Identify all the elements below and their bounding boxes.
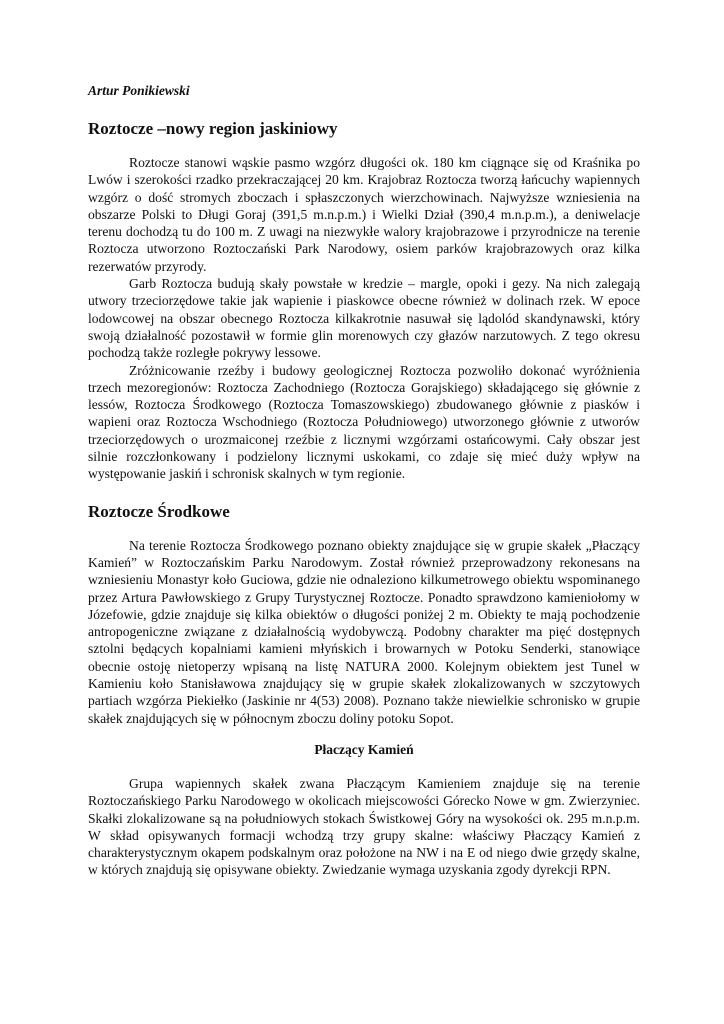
intro-paragraph-3: Zróżnicowanie rzeźby i budowy geologicznej Roztocza pozwoliło dokonać wyróżnienia trzech mezoregionów: Roztocza Zachodniego (Roztocza Gorajskiego) składającego się głównie z lessów, Roztocza Środkowego (Roztocza Tomaszowskiego) zbudowanego głównie z piasków i wapieni oraz Roztocza Wschodniego (Roztocza Południowego) utworzonego głównie z utworów trzeciorzędowych o urozmaiconej rzeźbie z licznymi wzgórzami ostańcowymi. Cały obszar jest silnie rozczłonkowany i podzielony licznymi uskokami, co zdaje się mieć duży wpływ na występowanie jaskiń i schronisk skalnych w tym regionie. xyxy=(88,362,640,482)
author-name: Artur Ponikiewski xyxy=(88,83,190,98)
intro-paragraph-1: Roztocze stanowi wąskie pasmo wzgórz długości ok. 180 km ciągnące się od Kraśnika po Lwów i szerokości rzadko przekraczającej 20 km. Krajobraz Roztocza tworzą łańcuchy wapiennych wzgórz o dość stromych zboczach i spłaszczonych wierzchowinach. Najwyższe wzniesienia na obszarze Polski to Długi Goraj (391,5 m.n.p.m.) i Wielki Dział (390,4 m.n.p.m.), a deniwelacje terenu dochodzą tu do 100 m. Z uwagi na niezwykłe walory krajobrazowe i przyrodnicze na terenie Roztocza utworzono Roztoczański Park Narodowy, osiem parków krajobrazowych oraz kilka rezerwatów przyrody. xyxy=(88,155,640,274)
intro-paragraph-2: Garb Roztocza budują skały powstałe w kredzie – margle, opoki i gezy. Na nich zalegają utwory trzeciorzędowe takie jak wapienie i piaskowce obecne również w dolinach rzek. W epoce lodowcowej na obszar obecnego Roztocza kilkakrotnie nasuwał się lądolód skandynawski, który swoją działalność pozostawił w formie glin morenowych czy głazów narzutowych. Z tego okresu pochodzą także rozległe pokrywy lessowe. xyxy=(88,276,640,361)
section-heading-roztocze-srodkowe: Roztocze Środkowe xyxy=(88,501,230,521)
subsection-heading-placzacy-kamien: Płaczący Kamień xyxy=(314,741,414,757)
section-roztocze-srodkowe-paragraph: Na terenie Roztocza Środkowego poznano obiekty znajdujące się w grupie skałek „Płaczący Kamień” w Roztoczańskim Parku Narodowym. Został również przeprowadzony rekonesans na wzniesieniu Monastyr koło Guciowa, gdzie nie odnaleziono kilkumetrowego obiektu wspominanego przez Artura Pawłowskiego z Grupy Turystycznej Roztocze. Ponadto sprawdzono kamieniołomy w Józefowie, gdzie znajduje się kilka obiektów o długości poniżej 2 m. Obiekty te mają pochodzenie antropogeniczne związane z działalnością wydobywczą. Podobny charakter ma pięć dostępnych sztolni będących kopalniami kamieni młyńskich i browarnych w Potoku Senderki, stanowiące obecnie ostoję nietoperzy wpisaną na listę NATURA 2000. Kolejnym obiektem jest Tunel w Kamieniu koło Stanisławowa znajdujący się w grupie skałek zlokalizowanych w szczytowych partiach wzgórza Piekiełko (Jaskinie nr 4(53) 2008). Poznano także niewielkie schronisko w grupie skałek znajdujących się w północnym zboczu doliny potoku Sopot. xyxy=(88,537,640,726)
article-title: Roztocze –nowy region jaskiniowy xyxy=(88,119,338,138)
document-page xyxy=(88,82,640,879)
subsection-placzacy-kamien-paragraph: Grupa wapiennych skałek zwana Płaczącym Kamieniem znajduje się na terenie Roztoczańskiego Parku Narodowego w okolicach miejscowości Górecko Nowe w gm. Zwierzyniec. Skałki zlokalizowane są na południowych stokach Świstkowej Góry na wysokości ok. 295 m.n.p.m. W skład opisywanych formacji wchodzą trzy grupy skalne: właściwy Płaczący Kamień z charakterystycznym okapem podskalnym oraz położone na NW i na E od niego dwie grzędy skalne, w których znajdują się opisywane obiekty. Zwiedzanie wymaga uzyskania zgody dyrekcji RPN. xyxy=(88,775,640,878)
